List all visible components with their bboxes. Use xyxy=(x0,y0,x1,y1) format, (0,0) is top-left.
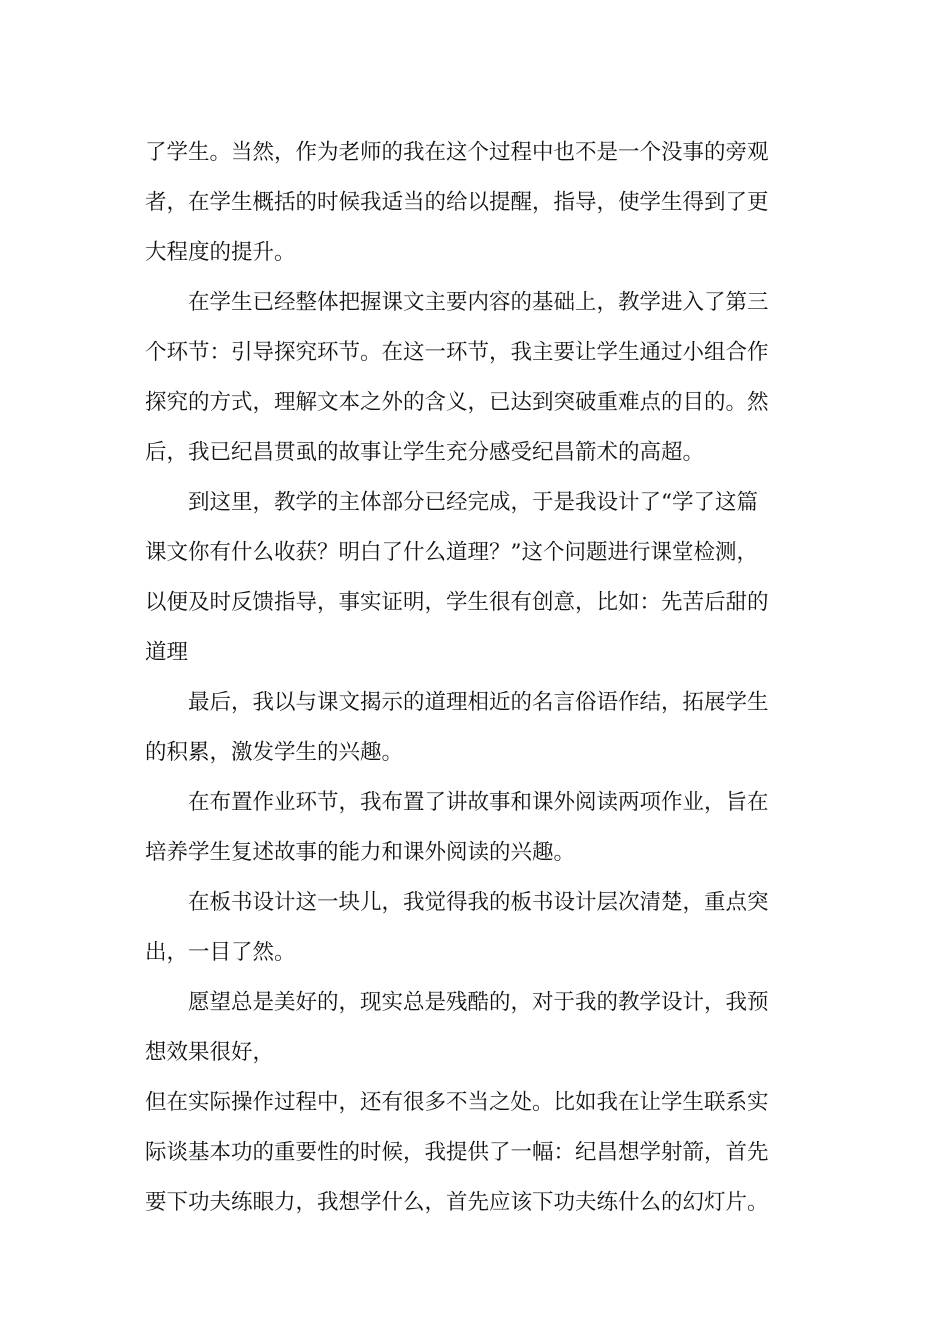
paragraph-first-line: 在学生已经整体把握课文主要内容的基础上，教学进入了第三 xyxy=(188,290,769,315)
text-line: 大程度的提升。 xyxy=(145,240,296,265)
text-line: 出，一目了然。 xyxy=(145,940,296,965)
paragraph-first-line: 最后，我以与课文揭示的道理相近的名言俗语作结，拓展学生 xyxy=(188,690,769,715)
paragraph-first-line: 在布置作业环节，我布置了讲故事和课外阅读两项作业，旨在 xyxy=(188,790,769,815)
text-line: 想效果很好， xyxy=(145,1040,275,1065)
text-line: 个环节：引导探究环节。在这一环节，我主要让学生通过小组合作 xyxy=(145,340,769,365)
text-line: 的积累，激发学生的兴趣。 xyxy=(145,740,404,765)
paragraph-first-line: 到这里，教学的主体部分已经完成，于是我设计了“学了这篇 xyxy=(188,490,758,515)
document-body xyxy=(145,128,795,1228)
text-line: 要下功夫练眼力，我想学什么，首先应该下功夫练什么的幻灯片。 xyxy=(145,1190,769,1215)
text-line: 探究的方式，理解文本之外的含义，已达到突破重难点的目的。然 xyxy=(145,390,769,415)
text-line: 以便及时反馈指导，事实证明，学生很有创意，比如：先苦后甜的 xyxy=(145,590,769,615)
paragraph-first-line: 在板书设计这一块儿，我觉得我的板书设计层次清楚，重点突 xyxy=(188,890,769,915)
text-line: 际谈基本功的重要性的时候，我提供了一幅：纪昌想学射箭，首先 xyxy=(145,1140,769,1165)
text-line: 后，我已纪昌贯虱的故事让学生充分感受纪昌箭术的高超。 xyxy=(145,440,705,465)
text-line: 培养学生复述故事的能力和课外阅读的兴趣。 xyxy=(145,840,576,865)
text-line: 道理 xyxy=(145,640,189,665)
text-line: 了学生。当然，作为老师的我在这个过程中也不是一个没事的旁观 xyxy=(145,140,769,165)
text-line: 者，在学生概括的时候我适当的给以提醒，指导，使学生得到了更 xyxy=(145,190,769,215)
text-line: 但在实际操作过程中，还有很多不当之处。比如我在让学生联系实 xyxy=(145,1090,769,1115)
paragraph-first-line: 愿望总是美好的，现实总是残酷的，对于我的教学设计，我预 xyxy=(188,990,769,1015)
text-line: 课文你有什么收获？明白了什么道理？”这个问题进行课堂检测， xyxy=(145,540,758,565)
